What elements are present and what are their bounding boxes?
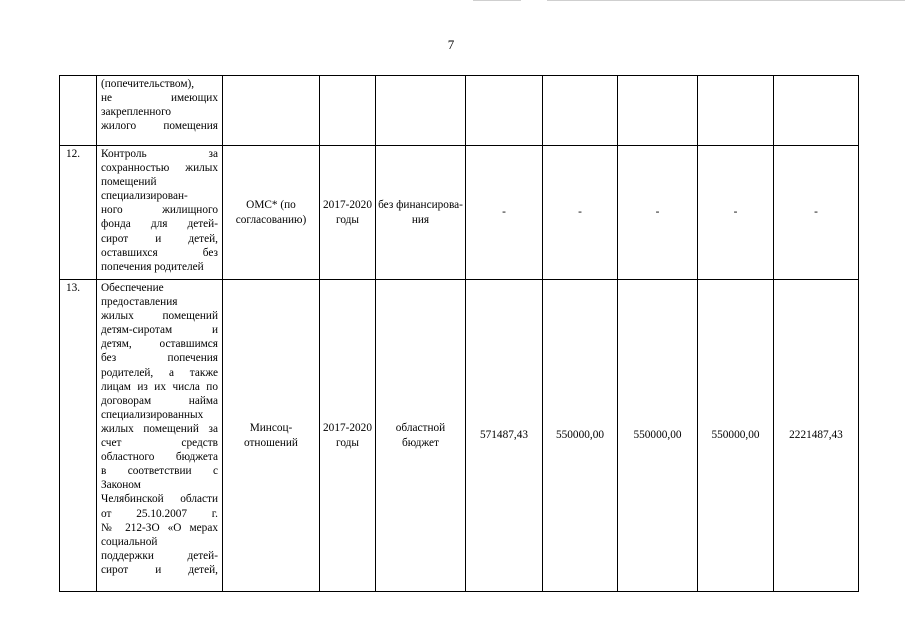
scan-line-right <box>547 0 905 1</box>
row-value-2: - <box>543 146 618 280</box>
table-row <box>60 280 859 592</box>
scan-line-left <box>473 0 521 1</box>
name-line: оставшихся без <box>101 246 218 259</box>
row-value-1: 571487,43 <box>466 280 543 592</box>
row-value-2: 550000,00 <box>543 280 618 592</box>
name-line: поддержки детей- <box>101 549 218 562</box>
row-value-2 <box>543 76 618 146</box>
row-value-4: 550000,00 <box>698 280 774 592</box>
name-line: родителей, а также <box>101 366 218 379</box>
row-name <box>97 76 223 146</box>
name-line: лицам из их числа по <box>101 380 218 393</box>
row-period <box>320 76 376 146</box>
row-value-4 <box>698 76 774 146</box>
name-line: сохранностью жилых <box>101 162 218 175</box>
row-value-3 <box>618 76 698 146</box>
name-line: от 25.10.2007 г. <box>101 507 218 520</box>
row-number: 13. <box>60 280 97 592</box>
name-line: Обеспечение <box>101 282 164 294</box>
row-value-5: 2221487,43 <box>774 280 859 592</box>
name-line: попечения родителей <box>101 260 204 273</box>
name-line: Челябинской области <box>101 493 218 506</box>
name-line: детям-сиротам и <box>101 324 218 337</box>
name-line: областного бюджета <box>101 451 218 464</box>
name-line: без попечения <box>101 352 218 365</box>
name-line: специализированных <box>101 408 204 421</box>
name-line: в соответствии с <box>101 465 218 478</box>
name-line: детям, оставшимся <box>101 338 218 351</box>
row-value-5 <box>774 76 859 146</box>
row-value-3: - <box>618 146 698 280</box>
name-line: жилого помещения <box>101 120 218 133</box>
name-line: специализирован- <box>101 190 188 203</box>
name-line: Законом <box>101 479 141 492</box>
row-source: без финансирова-ния <box>376 146 466 280</box>
name-line: договорам найма <box>101 394 218 407</box>
row-source: областной бюджет <box>376 280 466 592</box>
name-line: не имеющих <box>101 92 218 105</box>
name-line: помещений <box>101 176 157 189</box>
name-line: жилых помещений за <box>101 422 218 435</box>
row-executor: Минсоц-отношений <box>223 280 320 592</box>
name-line: социальной <box>101 535 158 548</box>
row-value-3: 550000,00 <box>618 280 698 592</box>
row-source <box>376 76 466 146</box>
row-value-1 <box>466 76 543 146</box>
name-line: предоставления <box>101 296 178 309</box>
name-line: жилых помещений <box>101 310 218 323</box>
name-line: фонда для детей- <box>101 218 218 231</box>
row-value-4: - <box>698 146 774 280</box>
row-name <box>97 146 223 280</box>
row-number: 12. <box>60 146 97 280</box>
program-table <box>59 75 859 592</box>
name-line: закрепленного <box>101 106 172 119</box>
row-executor <box>223 76 320 146</box>
table-row <box>60 146 859 280</box>
row-value-5: - <box>774 146 859 280</box>
row-name <box>97 280 223 592</box>
name-line: счет средств <box>101 437 218 450</box>
name-line: № 212-ЗО «О мерах <box>101 521 218 534</box>
row-period: 2017-2020 годы <box>320 280 376 592</box>
table-row <box>60 76 859 146</box>
name-line: (попечительством), <box>101 78 195 90</box>
page-number: 7 <box>447 37 455 52</box>
name-line: сирот и детей, <box>101 232 218 245</box>
row-period: 2017-2020 годы <box>320 146 376 280</box>
row-value-1: - <box>466 146 543 280</box>
name-line: Контроль за <box>101 148 218 160</box>
name-line: сирот и детей, <box>101 563 218 576</box>
row-number <box>60 76 97 146</box>
row-executor: ОМС* (по согласованию) <box>223 146 320 280</box>
name-line: ного жилищного <box>101 204 218 217</box>
